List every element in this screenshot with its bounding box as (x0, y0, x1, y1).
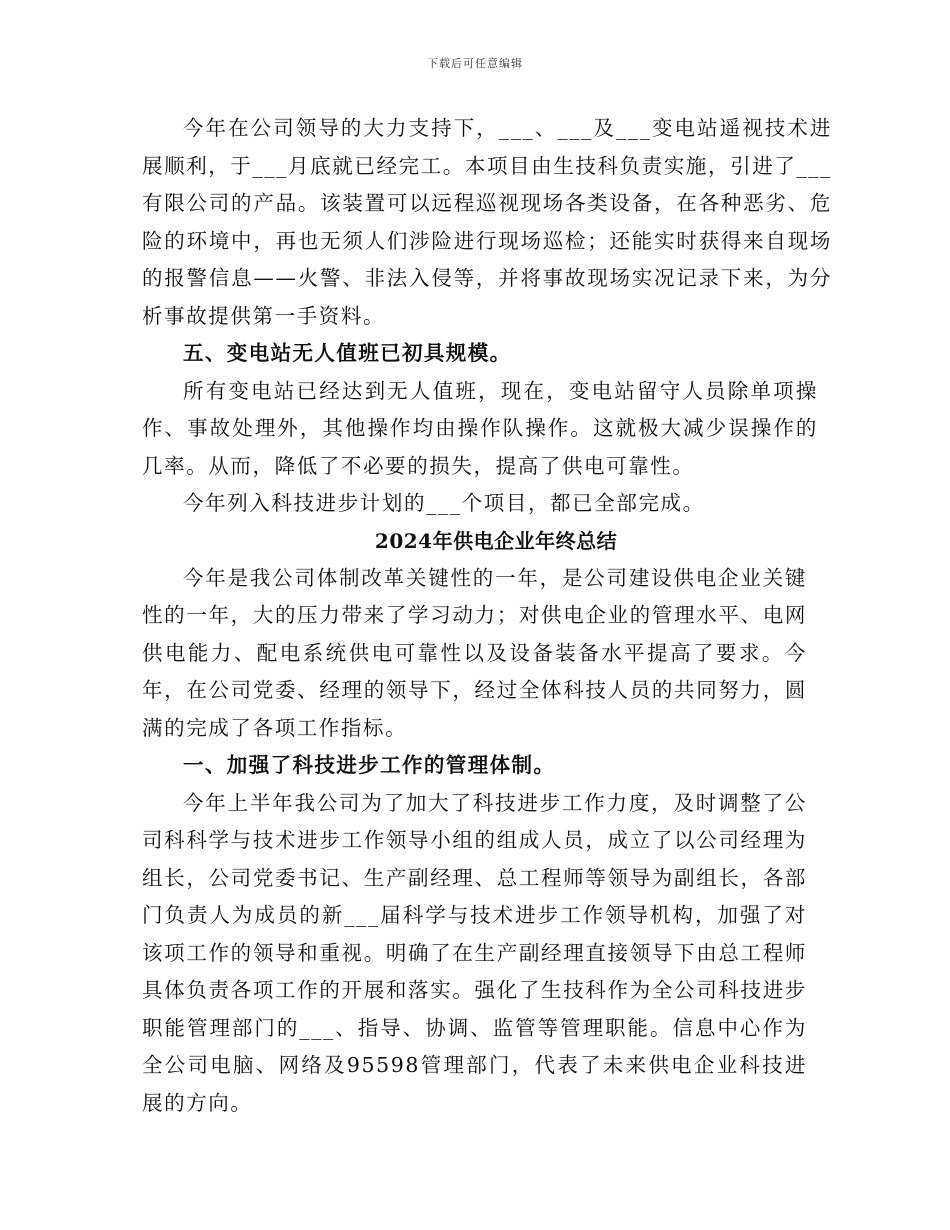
paragraph-tech-plan-projects: 今年列入科技进步计划的___个项目，都已全部完成。 (183, 491, 705, 515)
paragraph-remote-monitoring: 今年在公司领导的大力支持下，___、___及___变电站遥视技术进展顺利，于___月底就已经完工。本项目由生技科负责实施，引进了___有限公司的产品。该装置可以远程巡视现场各类设备，在各种恶劣、危险的环境中，再也无须人们涉险进行现场巡检；还能实时获得来自现场的报警信息——火警、非法入侵等，并将事故现场实况记录下来，为分析事故提供第一手资料。 (142, 116, 832, 328)
page-header: 下载后可任意编辑 (427, 57, 523, 70)
document-title: 2024年供电企业年终总结 (374, 528, 618, 553)
section-heading-unmanned-substations: 五、变电站无人值班已初具规模。 (183, 341, 512, 365)
document-body (142, 110, 832, 1122)
paragraph-unmanned-substations: 所有变电站已经达到无人值班，现在，变电站留守人员除单项操作、事故处理外，其他操作均由操作队操作。这就极大减少误操作的几率。从而，降低了不必要的损失，提高了供电可靠性。 (142, 378, 818, 478)
paragraph-management-system: 今年上半年我公司为了加大了科技进步工作力度，及时调整了公司科科学与技术进步工作领导小组的组成人员，成立了以公司经理为组长，公司党委书记、生产副经理、总工程师等领导为副组长，各部门负责人为成员的新___届科学与技术进步工作领导机构，加强了对该项工作的领导和重视。明确了在生产副经理直接领导下由总工程师具体负责各项工作的开展和落实。强化了生技科作为全公司科技进步职能管理部门的___、指导、协调、监管等管理职能。信息中心作为全公司电脑、网络及95598管理部门，代表了未来供电企业科技进展的方向。 (142, 790, 807, 1115)
section-heading-management-system: 一、加强了科技进步工作的管理体制。 (183, 753, 556, 777)
paragraph-annual-overview: 今年是我公司体制改革关键性的一年，是公司建设供电企业关键性的一年，大的压力带来了学习动力；对供电企业的管理水平、电网供电能力、配电系统供电可靠性以及设备装备水平提高了要求。今年，在公司党委、经理的领导下，经过全体科技人员的共同努力，圆满的完成了各项工作指标。 (142, 565, 807, 740)
